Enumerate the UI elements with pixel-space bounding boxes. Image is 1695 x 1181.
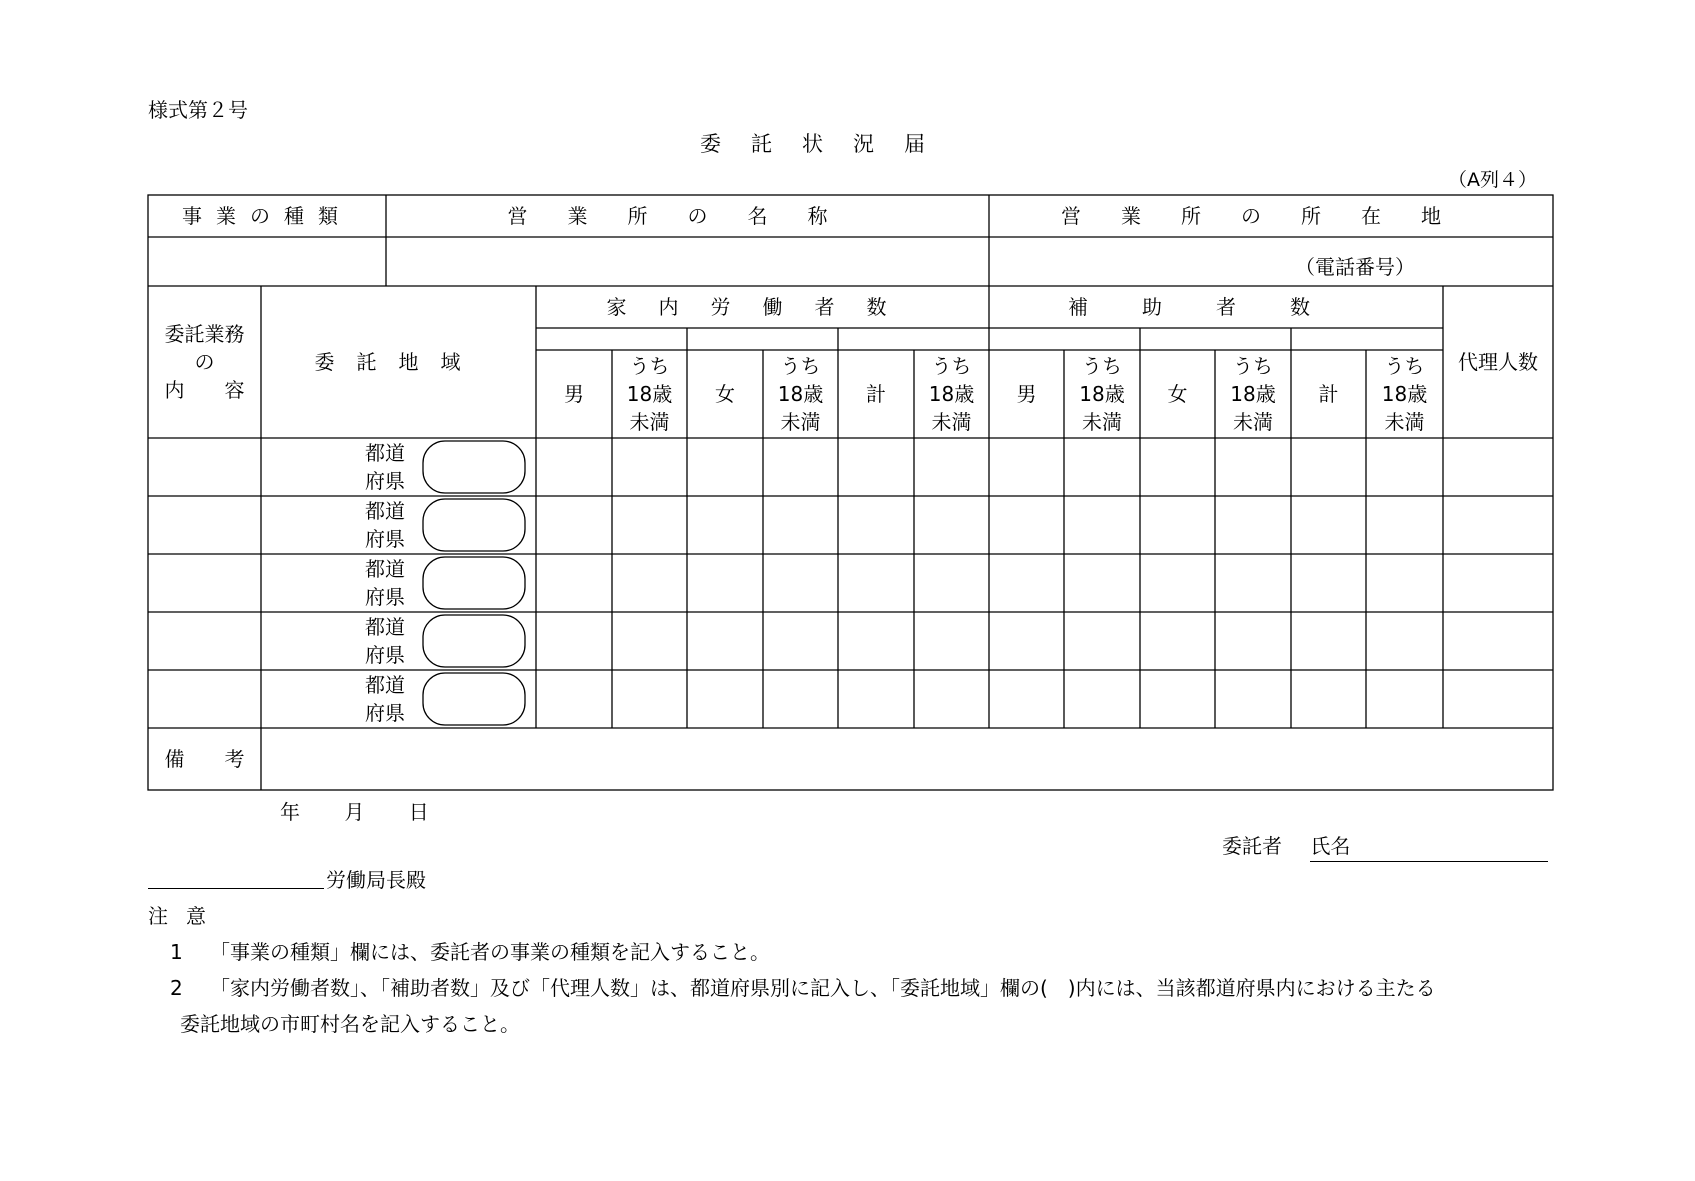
prefecture-line: 都道 <box>365 499 405 523</box>
under18-line: 18歳 <box>1079 382 1125 406</box>
area-header: 委託地域 <box>314 350 483 374</box>
hw-male-header: 男 <box>564 382 584 406</box>
under18-line: 未満 <box>1082 410 1122 434</box>
month-label: 月 <box>344 800 365 824</box>
home-workers-header: 家内労働者数 <box>606 295 919 319</box>
assistants-header: 補助者数 <box>1068 295 1364 319</box>
under18-line: 未満 <box>629 410 670 434</box>
hw-total-header: 計 <box>866 382 886 406</box>
bureau-name-field[interactable] <box>148 888 324 889</box>
form-number: 様式第２号 <box>148 98 248 122</box>
prefecture-label <box>365 439 409 495</box>
under18-line: 18歳 <box>626 382 673 406</box>
as-male-header: 男 <box>1016 382 1037 406</box>
hw-female-under18-header <box>763 350 838 438</box>
business-type-header: 事業の種類 <box>182 204 352 228</box>
prefecture-line: 都道 <box>365 673 405 697</box>
year-label: 年 <box>280 800 300 824</box>
under18-line: うち <box>931 354 972 378</box>
prefecture-line: 都道 <box>365 441 405 465</box>
prefecture-line: 府県 <box>365 527 405 551</box>
office-name-field[interactable] <box>386 237 989 286</box>
hw-total-under18-header <box>914 350 989 438</box>
note-text: 「事業の種類」欄には、委託者の事業の種類を記入すること。 <box>210 940 770 964</box>
under18-line: 18歳 <box>777 382 824 406</box>
as-total-header: 計 <box>1318 382 1339 406</box>
prefecture-line: 都道 <box>365 557 405 581</box>
as-female-under18-header <box>1215 350 1291 438</box>
remarks-label: 備 考 <box>164 747 245 771</box>
under18-line: うち <box>1384 354 1425 378</box>
consignor-label: 委託者 <box>1222 834 1282 858</box>
business-type-field[interactable] <box>148 237 386 286</box>
prefecture-line: 都道 <box>365 615 405 639</box>
note-number: 2 <box>170 976 183 1000</box>
prefecture-label <box>365 613 409 669</box>
office-name-header: 営業所の名称 <box>507 204 868 228</box>
under18-line: 未満 <box>1384 410 1425 434</box>
as-male-under18-header <box>1064 350 1140 438</box>
remarks-field[interactable] <box>261 728 1553 790</box>
hw-female-header: 女 <box>715 382 735 406</box>
under18-line: 18歳 <box>1381 382 1428 406</box>
hw-male-under18-header <box>612 350 687 438</box>
under18-line: 18歳 <box>928 382 975 406</box>
note-item-2 <box>170 972 1436 1001</box>
name-label: 氏名 <box>1310 834 1351 858</box>
prefecture-line: 府県 <box>365 701 405 725</box>
prefecture-line: 府県 <box>365 643 405 667</box>
prefecture-label <box>365 671 409 727</box>
consignor-name-field[interactable] <box>1310 830 1548 862</box>
under18-line: うち <box>780 354 821 378</box>
under18-line: 未満 <box>1233 410 1273 434</box>
notes-heading: 注意 <box>148 904 224 928</box>
under18-line: うち <box>1233 354 1273 378</box>
day-label: 日 <box>408 800 429 824</box>
page-title: 委託状況届 <box>700 132 955 156</box>
under18-line: うち <box>629 354 670 378</box>
as-female-header: 女 <box>1167 382 1188 406</box>
paper-size: （A列４） <box>1448 169 1537 191</box>
under18-line: 18歳 <box>1230 382 1276 406</box>
task-content-line-2: の <box>194 350 215 374</box>
consignor-block <box>1222 830 1548 862</box>
note-number: 1 <box>170 940 183 964</box>
office-address-header: 営業所の所在地 <box>1061 204 1481 228</box>
bureau-label: 労働局長殿 <box>326 868 426 892</box>
note-item-1 <box>170 936 770 965</box>
prefecture-label <box>365 497 409 553</box>
agents-header: 代理人数 <box>1458 350 1538 374</box>
prefecture-line: 府県 <box>365 469 405 493</box>
under18-line: うち <box>1082 354 1122 378</box>
task-content-line-1: 委託業務 <box>164 322 245 346</box>
under18-line: 未満 <box>931 410 972 434</box>
note-text: 「家内労働者数」、「補助者数」及び「代理人数」は、都道府県別に記入し、「委託地域」欄の( )内には、当該都道府県内における主たる <box>210 976 1436 1000</box>
prefecture-label <box>365 555 409 611</box>
task-content-line-3: 内 容 <box>164 378 245 402</box>
date-line <box>280 796 467 825</box>
phone-label: （電話番号） <box>1295 255 1415 279</box>
note-item-2-continued: 委託地域の市町村名を記入すること。 <box>180 1012 520 1036</box>
prefecture-line: 府県 <box>365 585 405 609</box>
as-total-under18-header <box>1366 350 1443 438</box>
task-content-header <box>148 286 261 438</box>
under18-line: 未満 <box>780 410 821 434</box>
office-address-field[interactable] <box>989 237 1553 286</box>
